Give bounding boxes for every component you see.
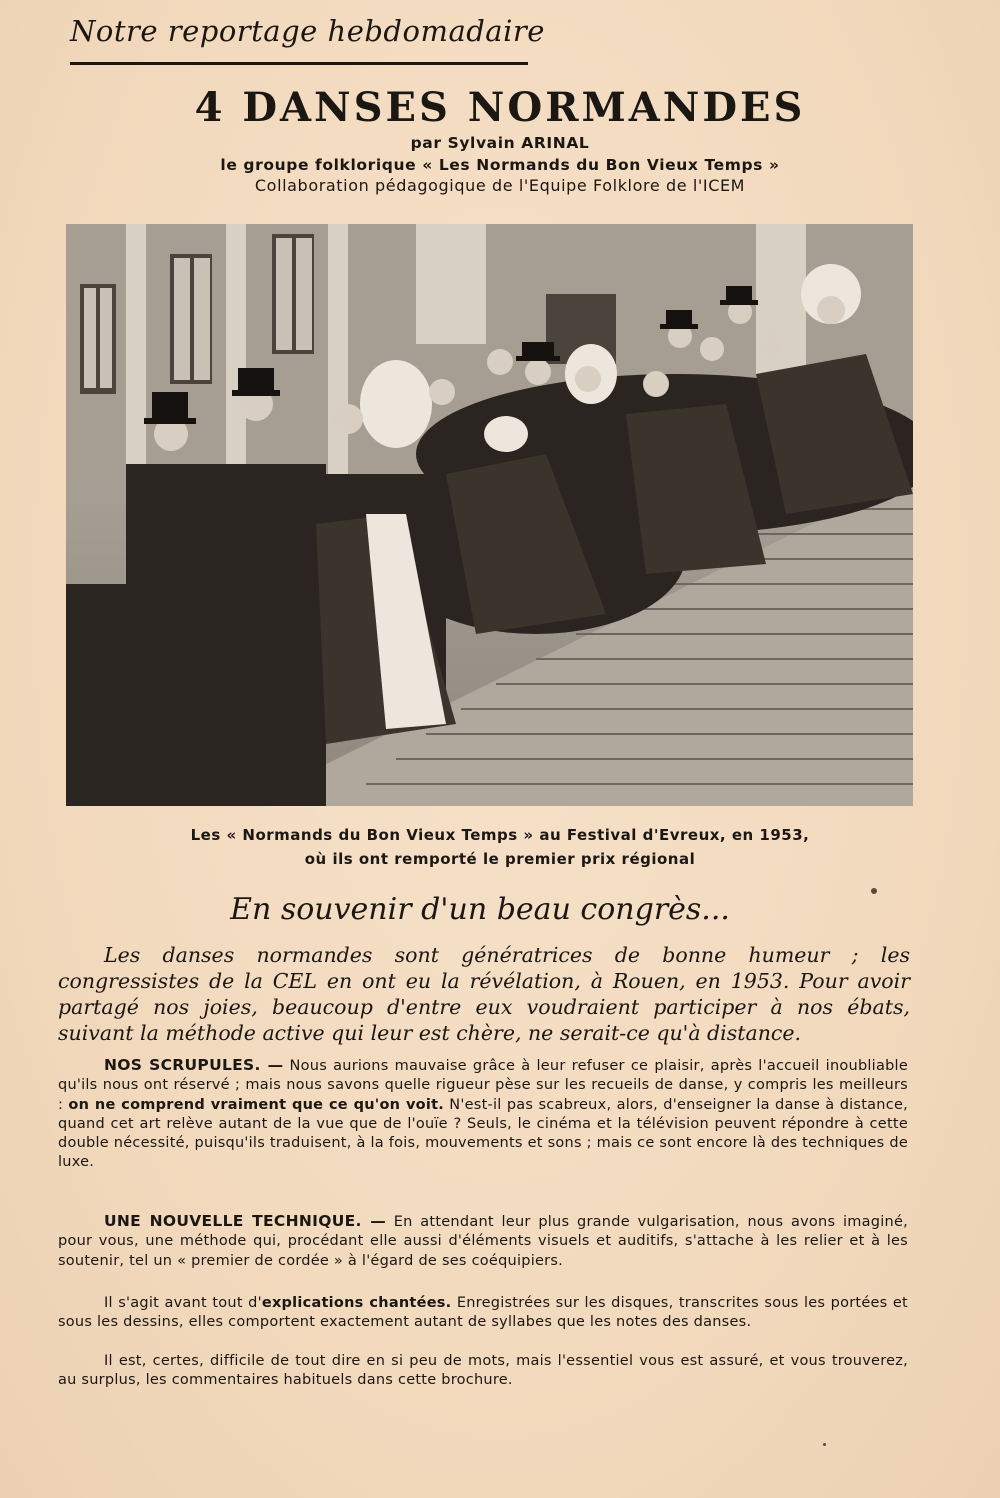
lead-paragraph: Les danses normandes sont génératrices de bonne humeur ; les congressistes de la CEL en ont eu la révélation, à Rouen, en 1953. Pour avoir partagé nos joies, beaucoup d'entre eux voudraient participer à nos ébats, suivant la méthode active qui leur est chère, ne serait-ce qu'à distance. <box>58 943 910 1045</box>
article-title: 4 DANSES NORMANDES <box>194 84 806 131</box>
article-subhead: En souvenir d'un beau congrès... <box>230 892 730 927</box>
paragraph-label: UNE NOUVELLE TECHNIQUE. — <box>104 1212 386 1230</box>
paragraph-text: Nous aurions mauvaise grâce à leur refuser ce plaisir, après l'accueil inoubliable qu'ils nous ont réservé ; mais nous savons quelle rigueur pèse sur les recueils de danse, y compris les meilleurs : <box>58 1058 909 1113</box>
collaboration-line: Collaboration pédagogique de l'Equipe Folklore de l'ICEM <box>254 176 746 195</box>
kicker-underline <box>70 62 528 65</box>
author-byline: par Sylvain ARINAL <box>410 134 590 152</box>
paragraph-label: NOS SCRUPULES. — <box>104 1056 284 1074</box>
photo-caption-line-1: Les « Normands du Bon Vieux Temps » au Festival d'Evreux, en 1953, <box>190 826 810 844</box>
paragraph-new-technique <box>58 1212 908 1271</box>
photo-caption-line-2: où ils ont remporté le premier prix régional <box>304 850 696 868</box>
emphasis-text: explications chantées. <box>261 1295 452 1311</box>
paragraph-sung-explanations <box>58 1294 908 1333</box>
paragraph-text: En attendant leur plus grande vulgarisation, nous avons imaginé, pour vous, une méthode qui, procédant elle aussi d'éléments visuels et auditifs, s'attache à les relier et à les soutenir, tel un « premier de cordée » à l'égard de ses coéquipiers. <box>58 1214 908 1269</box>
paper-speck <box>823 1443 826 1446</box>
paragraph-scruples <box>58 1056 908 1173</box>
paragraph-closing: Il est, certes, difficile de tout dire en si peu de mots, mais l'essentiel vous est assuré, et vous trouverez, au surplus, les commentaires habituels dans cette brochure. <box>58 1353 908 1389</box>
paper-speck <box>871 888 877 894</box>
group-line: le groupe folklorique « Les Normands du Bon Vieux Temps » <box>220 156 780 174</box>
emphasis-text: on ne comprend vraiment que ce qu'on voit. <box>68 1096 445 1113</box>
paragraph-text: N'est-il pas scabreux, alors, d'enseigner la danse à distance, quand cet art relève autant de la vue que de l'ouïe ? Seuls, le cinéma et la télévision peuvent répondre à cette double nécessité, puisqu'ils traduisent, à la fois, mouvements et sons ; mais ce sont encore là des techniques de luxe. <box>58 1096 908 1171</box>
paragraph-text: Il s'agit avant tout d' <box>104 1295 262 1311</box>
dancers-photo <box>66 224 913 806</box>
paragraph-text: Enregistrées sur les disques, transcrites sous les portées et sous les dessins, elles comportent exactement autant de syllabes que les notes des danses. <box>58 1295 908 1331</box>
section-kicker: Notre reportage hebdomadaire <box>70 14 545 48</box>
